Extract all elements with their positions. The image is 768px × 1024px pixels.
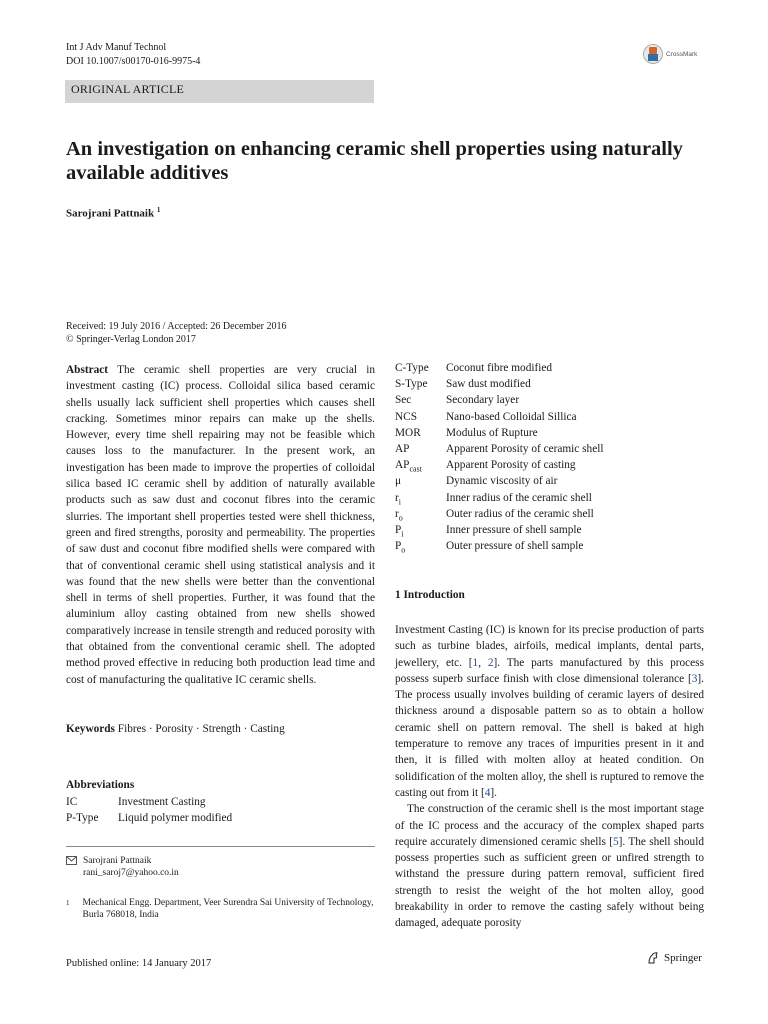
abbreviation-value: Apparent Porosity of casting [446,459,576,472]
text-run: ]. The parts manufactured by this process possess superb surface finish with close dimensional tolerance [ [395,656,704,685]
copyright: © Springer-Verlag London 2017 [66,334,196,345]
corresponding-contact [66,855,179,879]
abbreviation-key [395,540,446,556]
abbreviation-row [395,524,603,540]
abbreviation-value: Modulus of Rupture [446,426,538,439]
abbreviation-value: Outer pressure of shell sample [446,540,584,553]
crossmark-icon [643,43,663,65]
abbreviation-value: Inner pressure of shell sample [446,523,582,536]
springer-horse-icon [646,951,660,965]
abbreviation-key [395,411,446,427]
abbreviation-key: IC [66,796,78,808]
keywords-label: Keywords [66,723,115,735]
text-run: , [478,656,488,669]
abbreviation-key [395,492,446,508]
abbreviation-subscript: o [401,545,406,555]
introduction-paragraph [395,801,704,931]
abbreviation-row [395,378,603,394]
citation-link[interactable]: 4 [484,786,491,799]
abbreviation-row [395,394,603,410]
author-affiliation-mark: 1 [156,206,161,214]
text-run: ]. The process usually involves building of ceramic layers of desired thickness around a disposable pattern so as to obtain a hollow ceramic shell on pattern removal. The shell is baked at high temperature to remove any traces of impurities present in it and then, it is filled with molten alloy at heated condition. On solidification of the molten alloy, the shell is ruptured to remove the casting out from it [ [395,672,704,799]
abbreviation-value: Saw dust modified [446,378,531,391]
abbreviations-table-right [395,362,603,556]
abbreviation-key [395,394,446,410]
paper-title: An investigation on enhancing ceramic shell properties using naturally available additives [66,138,683,184]
abbreviation-key [395,378,446,394]
abbreviation-row [66,796,232,812]
abbreviation-subscript: o [398,512,403,522]
affiliation-text: Mechanical Engg. Department, Veer Surendra Sai University of Technology, Burla 768018, India [82,898,374,920]
text-run: ]. [490,786,497,799]
abstract-text: The ceramic shell properties are very crucial in investment casting (IC) process. Colloidal silica based ceramic shells usually lack sufficient shell properties which causes shell cracking. Sometimes minor repairs can make up the shells. However, every time shell repairing may not be feasible which causes loss to the manufacturer. In the present work, an investigation has been made to improve the properties of colloidal silica based IC ceramic shell by addition of naturally available products such as saw dust and coconut fibres into the ceramic slurries. The important shell properties tested were shell thickness, green and fired strengths, porosity and permeability. The properties of saw dust and coconut fibre modified shells were compared with that of conventional ceramic shell using statistical analysis and it was found that the new shells were better than the conventional shell in terms of shell properties. Further, it was found that the aluminium alloy casting obtained from new shells showed comparatively increase in tensile strength and reduced porosity with that obtained from the conventional ceramic shell. The adopted method proved effective in reducing both production lead time and cost of manufacturing the qualitative IC ceramic shells. [66,364,375,686]
author-name: Sarojrani Pattnaik [66,207,155,220]
crossmark-logo[interactable] [643,43,697,65]
keywords-text: Fibres · Porosity · Strength · Casting [117,723,285,735]
abbreviation-subscript: cast [409,464,422,474]
abbreviation-value: Inner radius of the ceramic shell [446,491,592,504]
abbreviation-symbol: P [395,523,402,536]
abbreviation-symbol: NCS [395,410,417,423]
abbreviation-symbol: r [395,507,399,520]
abbreviation-subscript: i [398,496,401,506]
citation-link[interactable]: 5 [612,835,619,848]
abbreviation-value: Nano-based Colloidal Sillica [446,410,577,423]
abbreviation-symbol: AP [395,442,410,455]
text-run: Investment Casting (IC) is known for its precise production of parts such as turbine blades, airfoils, medical implants, dental parts, jewellery, etc. [ [395,624,704,669]
abbreviation-key [395,427,446,443]
abbreviation-key [395,508,446,524]
abbreviation-row [395,475,603,491]
citation-link[interactable]: 3 [691,672,698,685]
abbreviation-value: Dynamic viscosity of air [446,475,558,488]
section-heading-introduction: 1 Introduction [395,589,465,601]
abbreviation-value: Investment Casting [118,796,206,808]
footnote-divider [66,846,375,847]
text-run: The construction of the ceramic shell is the most important stage of the IC process and the accuracy of the complex shaped parts require accurately dimensioned ceramic shells [ [395,803,704,848]
springer-logo[interactable] [646,951,702,965]
envelope-icon [66,856,77,865]
abbreviation-value: Apparent Porosity of ceramic shell [446,442,604,455]
abbreviation-row [395,540,603,556]
abbreviation-row [395,427,603,443]
abbreviation-value: Liquid polymer modified [118,812,233,825]
abstract-label: Abstract [66,364,109,376]
abbreviation-symbol: MOR [395,426,421,439]
published-online: Published online: 14 January 2017 [66,958,212,969]
contact-name: Sarojrani Pattnaik [83,856,152,866]
abbreviation-symbol: Sec [395,394,412,407]
abstract [66,362,375,688]
affiliation-number: 1 [66,899,70,907]
citation-link[interactable]: 2 [487,656,494,669]
introduction-paragraph [395,622,704,801]
abbreviation-value: Secondary layer [446,394,520,407]
abbreviation-key: P-Type [66,812,99,825]
abbreviation-symbol: P [395,540,402,553]
citation-link[interactable]: 1 [472,656,479,669]
received-accepted: Received: 19 July 2016 / Accepted: 26 December 2016 [66,321,287,332]
abbreviation-value: Outer radius of the ceramic shell [446,507,594,520]
crossmark-label: CrossMark [666,50,698,58]
abbreviation-symbol: r [395,491,399,504]
abbreviation-symbol: S-Type [395,378,428,391]
journal-name: Int J Adv Manuf Technol [66,42,167,53]
doi[interactable]: DOI 10.1007/s00170-016-9975-4 [66,56,201,67]
contact-email[interactable]: rani_saroj7@yahoo.co.in [83,868,179,878]
abbreviation-symbol: AP [395,459,410,472]
abbreviation-row [395,362,603,378]
abbreviation-row [395,492,603,508]
abbreviation-key [395,475,446,491]
article-dates [66,320,287,346]
abbreviation-row [395,443,603,459]
abbreviation-value: Coconut fibre modified [446,362,553,374]
abbreviation-row [395,508,603,524]
abbreviation-key [395,443,446,459]
keywords [66,723,375,735]
author [66,206,160,220]
affiliation [66,897,375,921]
abbreviation-subscript: i [401,529,404,539]
introduction-body [395,622,704,932]
abbreviation-row [66,812,232,828]
springer-label: Springer [664,952,702,964]
abbreviation-symbol: C-Type [395,362,429,374]
abbreviations-heading: Abbreviations [66,779,135,791]
abbreviation-row [395,459,603,475]
abbreviations-table-left [66,796,232,828]
abbreviation-row [395,411,603,427]
abbreviation-key [395,524,446,540]
abbreviation-key [395,362,446,378]
abbreviation-symbol: μ [395,475,402,488]
abbreviation-key [395,459,446,475]
text-run: ]. The shell should possess properties such as sufficient green or unfired strength to withstand the pressure during pattern removal, sufficient fired strength to resist the weight of the hot molten alloy, good breakability in order to remove the casting safely without being damaged, adequate porosity [395,835,704,930]
article-type-badge: ORIGINAL ARTICLE [65,80,374,103]
